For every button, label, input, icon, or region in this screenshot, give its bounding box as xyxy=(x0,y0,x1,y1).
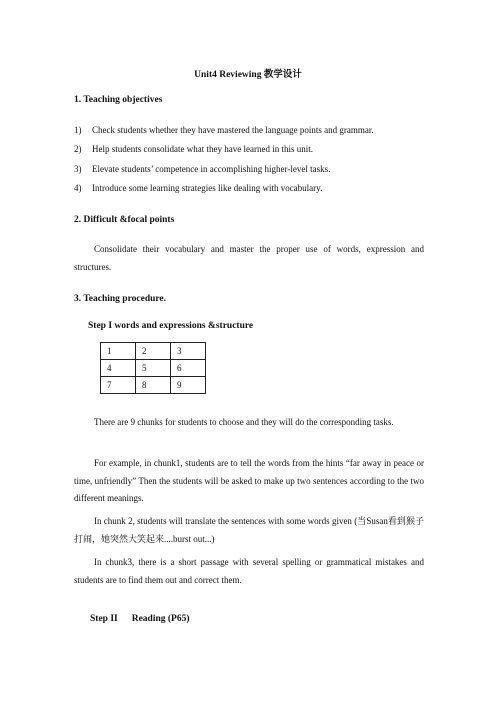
grid-cell: 9 xyxy=(171,377,206,394)
step1-paragraph-chunk3: In chunk3, there is a short passage with several spelling or grammatical mistakes and students are to find them out and correct them. xyxy=(74,557,424,585)
section-heading-objectives: 1. Teaching objectives xyxy=(74,95,163,105)
list-item-text: Check students whether they have mastered the language points and grammar. xyxy=(92,125,374,135)
grid-cell: 8 xyxy=(136,377,171,394)
grid-cell: 4 xyxy=(101,360,136,377)
grid-cell: 1 xyxy=(101,343,136,360)
list-item xyxy=(74,164,374,183)
chunk-grid xyxy=(100,342,206,394)
section-heading-procedure: 3. Teaching procedure. xyxy=(74,294,167,304)
list-item xyxy=(74,125,374,144)
table-row xyxy=(101,360,206,377)
objectives-list xyxy=(74,125,374,202)
step1-heading: Step I words and expressions &structure xyxy=(88,321,254,331)
difficult-points-paragraph: Consolidate their vocabulary and master the proper use of words, expression and structures. xyxy=(74,244,424,272)
list-item-number: 4) xyxy=(74,182,82,193)
list-item-text: Help students consolidate what they have learned in this unit. xyxy=(92,144,313,155)
grid-cell: 5 xyxy=(136,360,171,377)
grid-cell: 6 xyxy=(171,360,206,377)
document-title: Unit4 Reviewing 教学设计 xyxy=(194,70,302,80)
step2-heading xyxy=(90,614,190,624)
list-item-number: 2) xyxy=(74,144,82,155)
list-item-number: 3) xyxy=(74,163,82,174)
list-item xyxy=(74,144,374,163)
grid-cell: 3 xyxy=(171,343,206,360)
step1-paragraph-chunk1: For example, in chunk1, students are to tell the words from the hints “far away in peace or time, unfriendly” Then the students will be asked to make up two sentences according to the two different meanings. xyxy=(74,458,424,503)
list-item-text: Introduce some learning strategies like dealing with vocabulary. xyxy=(92,182,323,193)
step1-paragraph-chunks: There are 9 chunks for students to choose and they will do the corresponding tasks. xyxy=(94,417,394,427)
step1-paragraph-chunk2: In chunk 2, students will translate the sentences with some words given (当Susan看到猴子打闹，她突然大笑起来....burst out...) xyxy=(74,516,424,544)
list-item-number: 1) xyxy=(74,125,82,135)
section-heading-difficult-points: 2. Difficult &focal points xyxy=(74,215,175,225)
grid-cell: 2 xyxy=(136,343,171,360)
list-item xyxy=(74,183,374,202)
list-item-text: Elevate students’ competence in accomplishing higher-level tasks. xyxy=(92,163,331,174)
table-row xyxy=(101,343,206,360)
step2-title: Reading (P65) xyxy=(131,614,190,624)
grid-cell: 7 xyxy=(101,377,136,394)
step2-label: Step II xyxy=(90,614,118,624)
table-row xyxy=(101,377,206,394)
